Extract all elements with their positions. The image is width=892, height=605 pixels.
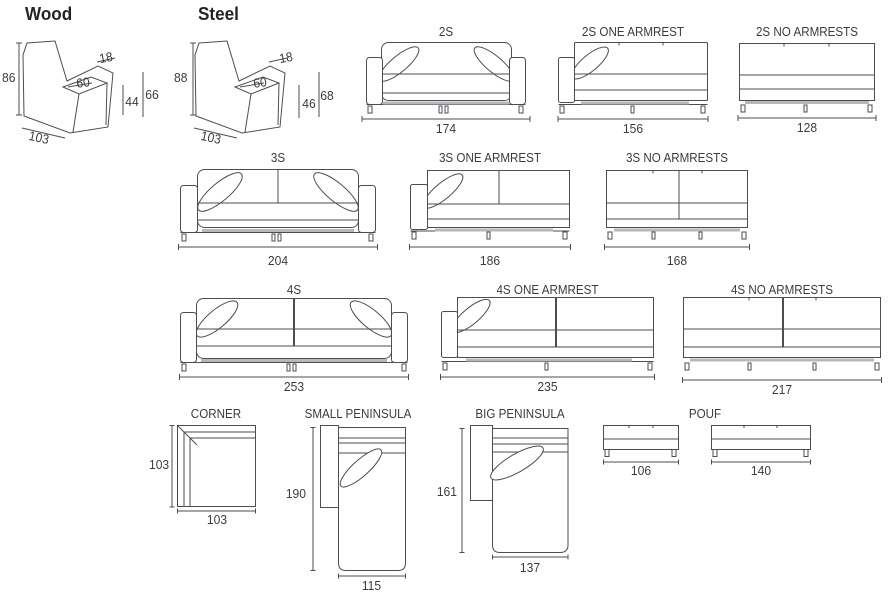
material-title-steel: Steel bbox=[198, 4, 239, 24]
dim-2s-no-armrests-width: 128 bbox=[796, 120, 818, 135]
label-2s-one-armrest: 2S ONE ARMREST bbox=[581, 25, 685, 39]
sofa-3s-one-armrest-drawing bbox=[409, 164, 571, 252]
dim-pouf-large-width: 140 bbox=[750, 463, 772, 478]
dim-4s-width: 253 bbox=[283, 379, 305, 394]
sofa-2s-one-armrest-drawing bbox=[557, 38, 709, 124]
dim-steel-arm-top: 18 bbox=[278, 48, 294, 67]
label-4s-one-armrest: 4S ONE ARMREST bbox=[496, 283, 599, 297]
label-2s: 2S bbox=[438, 25, 454, 39]
dim-4s-no-armrests-width: 217 bbox=[771, 382, 793, 397]
dim-wood-seat-height: 44 bbox=[125, 94, 139, 109]
corner-drawing bbox=[166, 424, 262, 520]
label-3s-one-armrest: 3S ONE ARMREST bbox=[438, 151, 542, 165]
dim-wood-arm-top: 18 bbox=[98, 48, 114, 67]
dim-wood-back-height: 86 bbox=[1, 70, 16, 85]
sofa-3s-drawing bbox=[178, 164, 378, 252]
dim-corner-depth: 103 bbox=[148, 457, 170, 472]
label-3s: 3S bbox=[270, 151, 286, 165]
material-title-wood: Wood bbox=[25, 4, 73, 24]
dim-3s-width: 204 bbox=[267, 253, 289, 268]
label-4s: 4S bbox=[286, 283, 302, 297]
sofa-4s-one-armrest-drawing bbox=[440, 296, 655, 382]
label-corner: CORNER bbox=[190, 407, 242, 421]
small-peninsula-drawing bbox=[305, 420, 410, 585]
dim-steel-arm-height: 68 bbox=[320, 88, 334, 103]
dim-wood-seat-width: 60 bbox=[75, 74, 91, 91]
sofa-3s-no-armrests-drawing bbox=[604, 164, 750, 252]
sofa-2s-no-armrests-drawing bbox=[737, 38, 877, 124]
dim-2s-one-armrest-width: 156 bbox=[622, 121, 644, 136]
dim-steel-seat-height: 46 bbox=[302, 96, 316, 111]
dim-3s-no-armrests-width: 168 bbox=[666, 253, 688, 268]
label-2s-no-armrests: 2S NO ARMRESTS bbox=[755, 25, 859, 39]
dim-corner-width: 103 bbox=[206, 512, 228, 527]
sofa-4s-drawing bbox=[179, 296, 409, 382]
dim-4s-one-armrest-width: 235 bbox=[537, 379, 558, 394]
dim-wood-arm-height: 66 bbox=[145, 87, 159, 102]
sofa-4s-no-armrests-drawing bbox=[682, 296, 882, 386]
pouf-small-drawing bbox=[600, 422, 682, 466]
dim-2s-width: 174 bbox=[435, 121, 457, 136]
label-3s-no-armrests: 3S NO ARMRESTS bbox=[625, 151, 729, 165]
label-4s-no-armrests: 4S NO ARMRESTS bbox=[730, 283, 834, 297]
dim-big-peninsula-width: 137 bbox=[519, 560, 541, 575]
label-pouf: POUF bbox=[688, 407, 722, 421]
dim-steel-seat-width: 60 bbox=[252, 74, 268, 91]
sofa-2s-drawing bbox=[361, 38, 531, 124]
dim-small-peninsula-width: 115 bbox=[361, 578, 382, 593]
dim-small-peninsula-depth: 190 bbox=[285, 486, 307, 501]
dim-steel-back-height: 88 bbox=[173, 70, 188, 85]
dim-wood-width: 103 bbox=[27, 128, 51, 147]
label-small-peninsula: SMALL PENINSULA bbox=[304, 407, 412, 421]
dim-steel-width: 103 bbox=[199, 128, 223, 147]
dim-pouf-small-width: 106 bbox=[630, 463, 652, 478]
dim-big-peninsula-depth: 161 bbox=[436, 484, 458, 499]
big-peninsula-drawing bbox=[455, 420, 575, 562]
pouf-large-drawing bbox=[708, 422, 814, 466]
label-big-peninsula: BIG PENINSULA bbox=[475, 407, 565, 421]
dim-3s-one-armrest-width: 186 bbox=[479, 253, 501, 268]
